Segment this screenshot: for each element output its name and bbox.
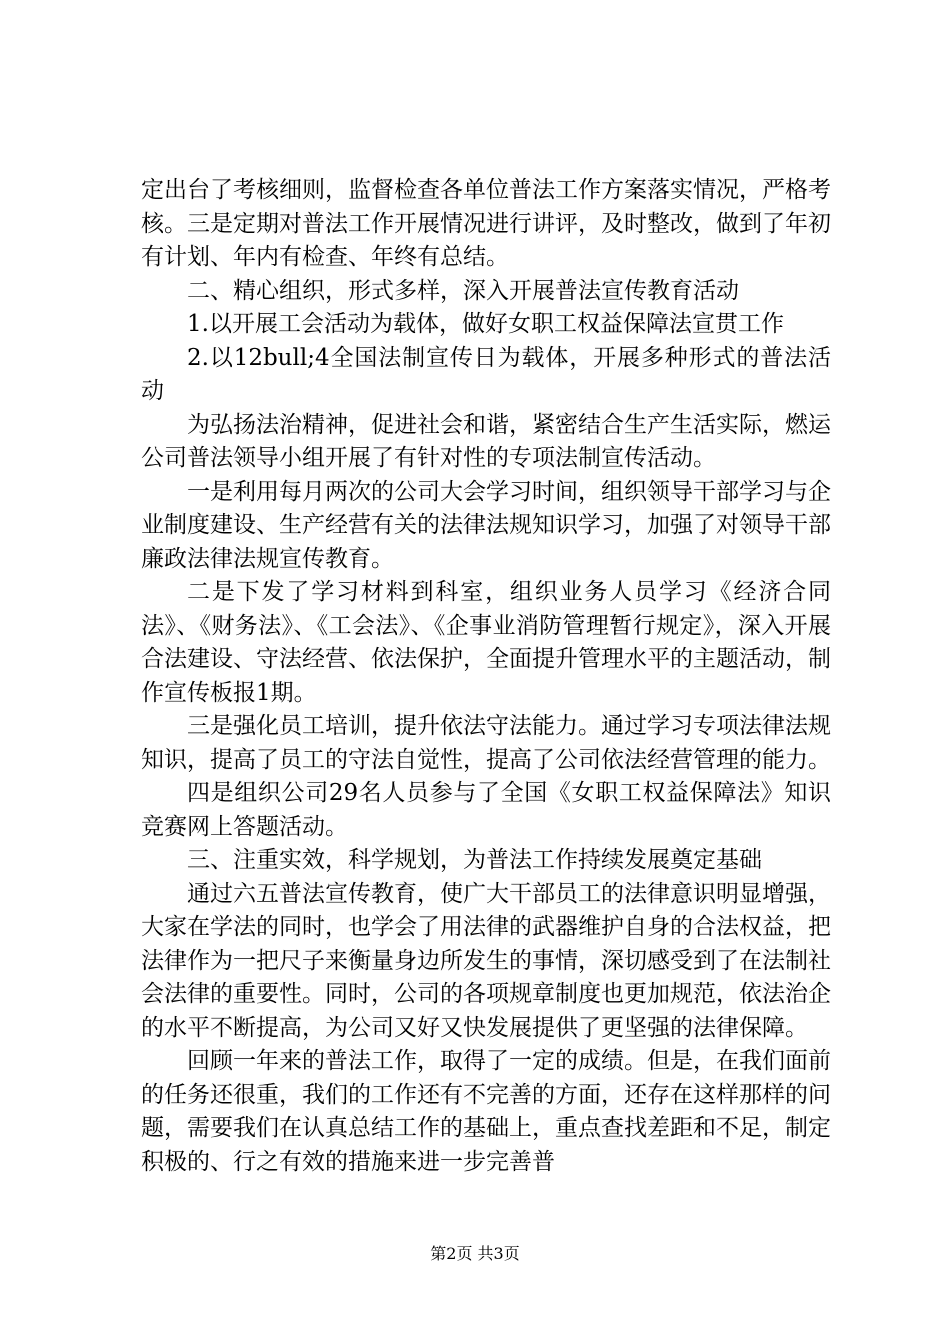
- subsection-heading: 2.以12bull;4全国法制宣传日为载体，开展多种形式的普法活动: [141, 344, 831, 404]
- paragraph: 二是下发了学习材料到科室，组织业务人员学习《经济合同法》、《财务法》、《工会法》、《企事业消防管理暂行规定》，深入开展合法建设、守法经营、依法保护，全面提升管理水平的主题活动，制作宣传板报1期。: [141, 579, 831, 706]
- paragraph: 一是利用每月两次的公司大会学习时间，组织领导干部学习与企业制度建设、生产经营有关的法律法规知识学习，加强了对领导干部廉政法律法规宣传教育。: [141, 478, 831, 572]
- section-heading: 二、精心组织，形式多样，深入开展普法宣传教育活动: [187, 277, 739, 304]
- paragraph: 为弘扬法治精神，促进社会和谐，紧密结合生产生活实际，燃运公司普法领导小组开展了有针对性的专项法制宣传活动。: [141, 411, 831, 471]
- section-heading: 三、注重实效，科学规划，为普法工作持续发展奠定基础: [187, 847, 762, 873]
- paragraph: 回顾一年来的普法工作，取得了一定的成绩。但是，在我们面前的任务还很重，我们的工作还有不完善的方面，还存在这样那样的问题，需要我们在认真总结工作的基础上，重点查找差距和不足，制定积极的、行之有效的措施来进一步完善普: [141, 1048, 831, 1175]
- page-number-footer: 第2页 共3页: [430, 1244, 520, 1263]
- paragraph: 四是组织公司29名人员参与了全国《女职工权益保障法》知识竞赛网上答题活动。: [141, 780, 831, 840]
- subsection-heading: 1.以开展工会活动为载体，做好女职工权益保障法宣贯工作: [187, 311, 784, 337]
- document-body: [141, 174, 831, 1179]
- paragraph: 定出台了考核细则，监督检查各单位普法工作方案落实情况，严格考核。三是定期对普法工作开展情况进行讲评，及时整改，做到了年初有计划、年内有检查、年终有总结。: [141, 177, 831, 270]
- paragraph: 通过六五普法宣传教育，使广大干部员工的法律意识明显增强，大家在学法的同时，也学会了用法律的武器维护自身的合法权益，把法律作为一把尺子来衡量身边所发生的事情，深切感受到了在法制社会法律的重要性。同时，公司的各项规章制度也更加规范，依法治企的水平不断提高，为公司又好又快发展提供了更坚强的法律保障。: [141, 880, 831, 1041]
- paragraph: 三是强化员工培训，提升依法守法能力。通过学习专项法律法规知识，提高了员工的守法自觉性，提高了公司依法经营管理的能力。: [141, 713, 831, 773]
